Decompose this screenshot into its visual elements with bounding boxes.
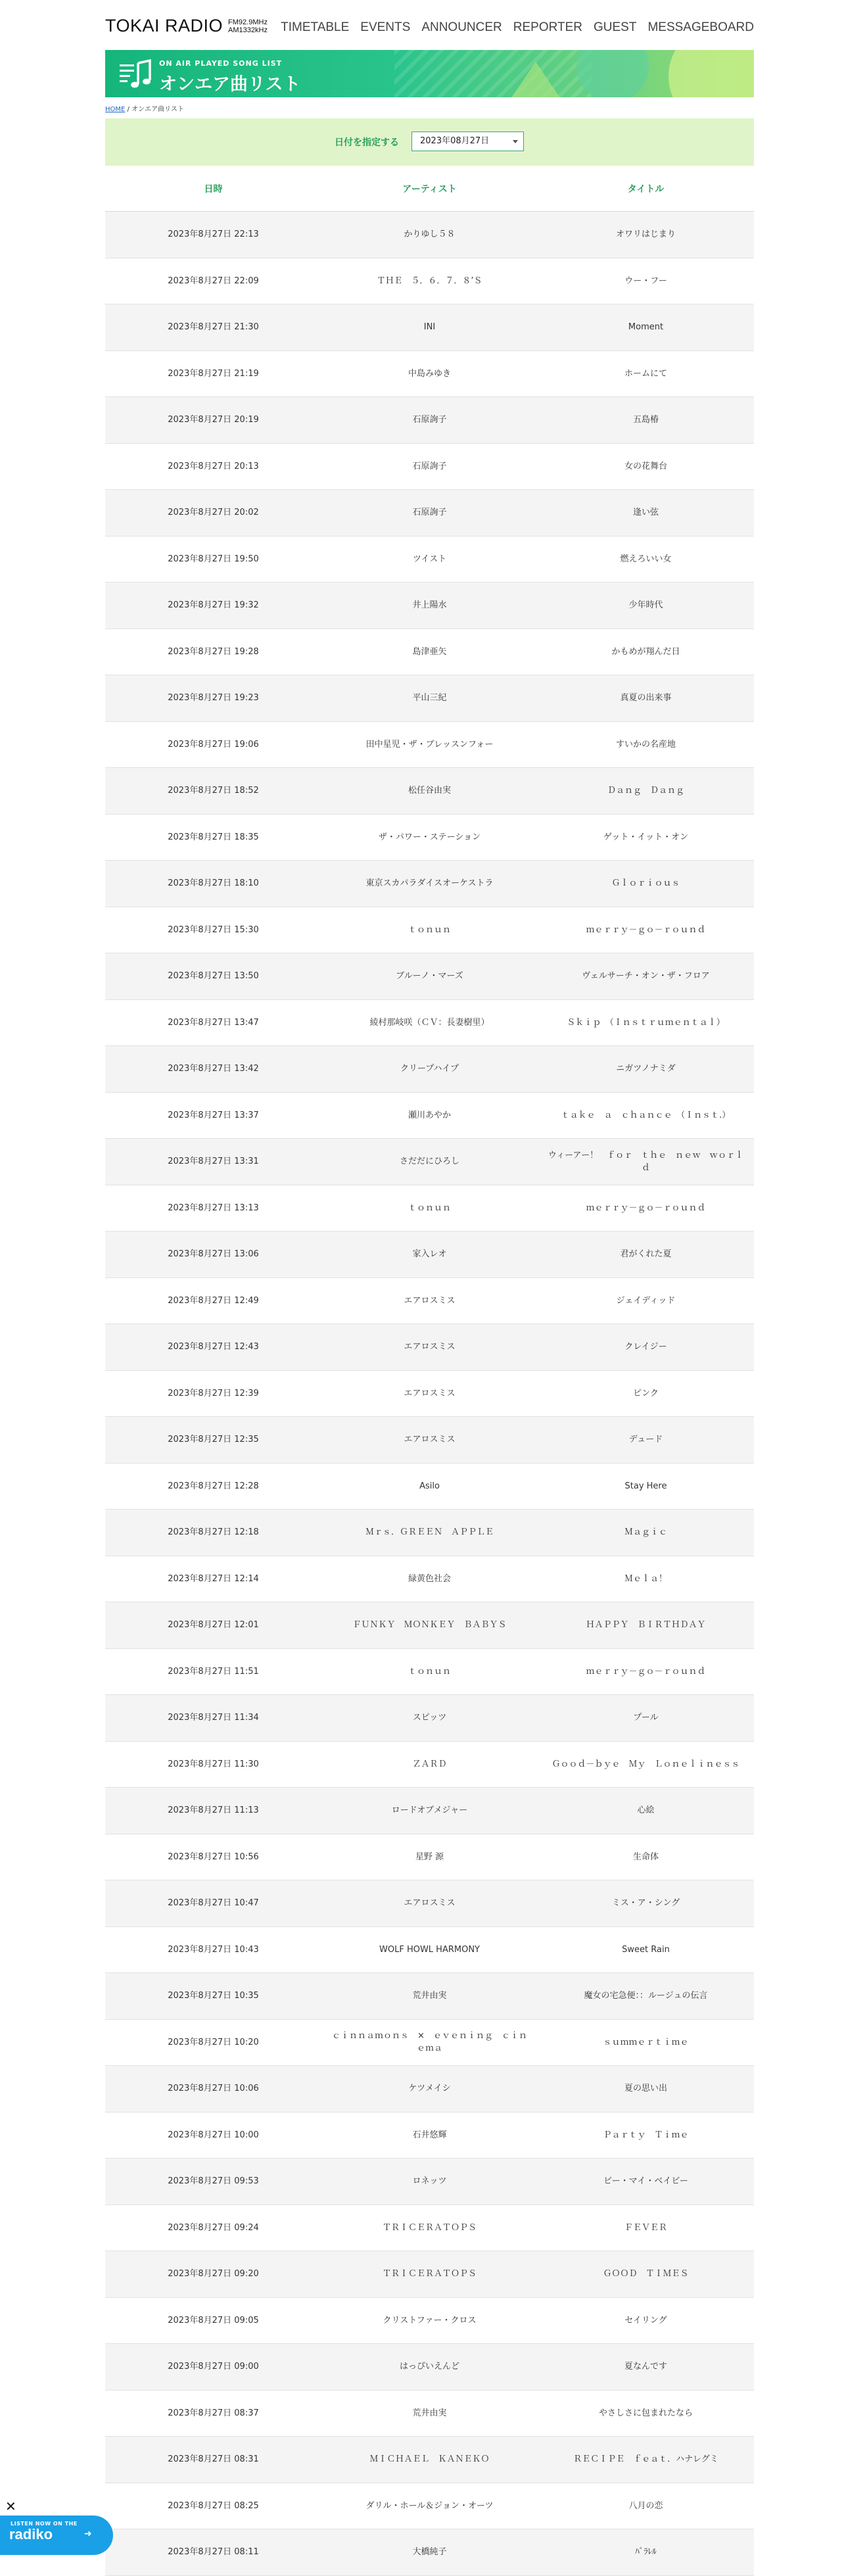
row-title: Ｓｋｉｐ （Ｉｎｓｔｒｕｍｅｎｔａｌ） bbox=[567, 1017, 725, 1028]
table-row bbox=[105, 1000, 754, 1047]
table-row bbox=[105, 722, 754, 769]
table-row bbox=[105, 2066, 754, 2112]
row-artist: 島津亜矢 bbox=[412, 646, 447, 657]
row-artist: ＺＡＲＤ bbox=[412, 1759, 447, 1769]
row-datetime: 2023年8月27日 08:25 bbox=[168, 2500, 259, 2511]
row-artist: Asilo bbox=[419, 1481, 440, 1491]
table-row bbox=[105, 815, 754, 861]
row-datetime: 2023年8月27日 10:56 bbox=[168, 1851, 259, 1862]
row-artist: ロードオブメジャー bbox=[391, 1805, 468, 1816]
site-logo[interactable] bbox=[105, 16, 268, 36]
row-title: ﾊﾟﾗﾚﾙ bbox=[635, 2547, 657, 2558]
header-artist: アーティスト bbox=[402, 183, 457, 195]
row-artist: WOLF HOWL HARMONY bbox=[379, 1944, 480, 1955]
row-datetime: 2023年8月27日 12:35 bbox=[168, 1435, 259, 1445]
row-title: セイリング bbox=[624, 2315, 667, 2326]
row-title: ｓｕｍｍｅｒｔｉｍｅ bbox=[603, 2037, 689, 2047]
row-datetime: 2023年8月27日 11:30 bbox=[168, 1759, 259, 1769]
row-datetime: 2023年8月27日 13:47 bbox=[168, 1017, 259, 1028]
row-datetime: 2023年8月27日 19:50 bbox=[168, 554, 259, 564]
row-title: Ｍｅｌａ！ bbox=[624, 1573, 667, 1584]
row-title: オワリはじまり bbox=[615, 229, 676, 240]
banner-triangle bbox=[508, 62, 563, 97]
row-title: ゲット・イット・オン bbox=[603, 832, 689, 842]
row-datetime: 2023年8月27日 12:28 bbox=[168, 1481, 259, 1491]
breadcrumb bbox=[105, 103, 184, 113]
row-datetime: 2023年8月27日 10:20 bbox=[168, 2037, 259, 2047]
row-title: プール bbox=[633, 1713, 659, 1723]
row-artist: ＴＲＩＣＥＲＡＴＯＰＳ bbox=[382, 2269, 477, 2279]
row-artist: 平山三紀 bbox=[412, 693, 447, 704]
table-row bbox=[105, 1278, 754, 1325]
row-title: すいかの名産地 bbox=[615, 739, 676, 750]
table-row bbox=[105, 1556, 754, 1603]
table-row bbox=[105, 444, 754, 490]
row-datetime: 2023年8月27日 12:14 bbox=[168, 1573, 259, 1584]
table-row bbox=[105, 768, 754, 815]
row-datetime: 2023年8月27日 13:31 bbox=[168, 1157, 259, 1167]
row-artist: 井上陽水 bbox=[412, 600, 447, 611]
row-title: ビー・マイ・ベイビー bbox=[603, 2176, 688, 2187]
banner-title: オンエア曲リスト bbox=[159, 74, 301, 95]
arrow-right-icon: ➜ bbox=[84, 2529, 92, 2539]
row-title: Ｇｌｏｒｉｏｕｓ bbox=[611, 878, 680, 889]
row-title: ホームにて bbox=[624, 368, 667, 379]
row-artist: エアロスミス bbox=[404, 1898, 456, 1909]
table-row bbox=[105, 629, 754, 676]
row-artist: ダリル・ホール＆ジョン・オーツ bbox=[365, 2500, 494, 2511]
table-row bbox=[105, 953, 754, 1000]
row-datetime: 2023年8月27日 20:13 bbox=[168, 461, 259, 471]
row-datetime: 2023年8月27日 19:06 bbox=[168, 739, 259, 750]
row-datetime: 2023年8月27日 08:31 bbox=[168, 2454, 259, 2465]
table-row bbox=[105, 2344, 754, 2391]
radiko-logo: radiko bbox=[9, 2526, 53, 2542]
table-row bbox=[105, 675, 754, 722]
row-artist: 荒井由実 bbox=[412, 1991, 447, 2001]
row-title: ＨＡＰＰＹ ＢＩＲＴＨＤＡＹ bbox=[586, 1620, 706, 1631]
row-artist: Ｍｒｓ．ＧＲＥＥＮ ＡＰＰＬＥ bbox=[365, 1527, 494, 1538]
row-title: ジェイディッド bbox=[616, 1295, 676, 1306]
row-datetime: 2023年8月27日 10:47 bbox=[168, 1898, 259, 1909]
row-datetime: 2023年8月27日 21:19 bbox=[168, 368, 259, 379]
table-row bbox=[105, 2020, 754, 2066]
row-datetime: 2023年8月27日 13:50 bbox=[168, 971, 259, 982]
date-filter-label: 日付を指定する bbox=[335, 137, 399, 148]
logo-frequency bbox=[228, 18, 268, 34]
row-artist: スピッツ bbox=[412, 1713, 447, 1723]
freq-fm: FM92.9MHz bbox=[228, 18, 268, 26]
row-artist: 石原詢子 bbox=[412, 415, 447, 425]
table-row bbox=[105, 1371, 754, 1418]
row-datetime: 2023年8月27日 18:35 bbox=[168, 832, 259, 842]
table-row bbox=[105, 907, 754, 954]
row-title: 君がくれた夏 bbox=[620, 1249, 672, 1260]
row-artist: 緑黄色社会 bbox=[408, 1573, 451, 1584]
row-title: ピンク bbox=[633, 1388, 659, 1398]
table-row bbox=[105, 1464, 754, 1510]
row-artist: ｔｏｎｕｎ bbox=[408, 1666, 451, 1677]
row-datetime: 2023年8月27日 19:32 bbox=[168, 600, 259, 611]
nav-reporter[interactable]: REPORTER bbox=[513, 20, 582, 34]
row-artist: はっぴいえんど bbox=[399, 2362, 459, 2372]
row-datetime: 2023年8月27日 12:01 bbox=[168, 1620, 259, 1631]
row-title: ｍｅｒｒｙ－ｇｏ－ｒｏｕｎｄ bbox=[586, 1666, 706, 1677]
table-row bbox=[105, 1417, 754, 1464]
table-row bbox=[105, 2112, 754, 2159]
table-row bbox=[105, 1093, 754, 1139]
radiko-top-text: LISTEN NOW ON THE bbox=[11, 2521, 78, 2527]
row-datetime: 2023年8月27日 12:39 bbox=[168, 1388, 259, 1398]
breadcrumb-separator: / bbox=[125, 106, 132, 113]
row-datetime: 2023年8月27日 13:37 bbox=[168, 1110, 259, 1120]
table-row bbox=[105, 1139, 754, 1185]
row-title: ｍｅｒｒｙ－ｇｏ－ｒｏｕｎｄ bbox=[586, 1203, 706, 1213]
row-title: 心絵 bbox=[637, 1805, 655, 1816]
header-title: タイトル bbox=[627, 183, 665, 195]
table-row bbox=[105, 212, 754, 258]
table-row bbox=[105, 2391, 754, 2437]
row-artist: 石原詢子 bbox=[412, 508, 447, 518]
row-title: ｔａｋｅ ａ ｃｈａｎｃｅ （Ｉｎｓｔ.） bbox=[561, 1110, 731, 1120]
row-datetime: 2023年8月27日 12:18 bbox=[168, 1527, 259, 1538]
table-row bbox=[105, 1510, 754, 1556]
table-header bbox=[105, 166, 754, 212]
table-row bbox=[105, 1046, 754, 1093]
row-datetime: 2023年8月27日 18:10 bbox=[168, 878, 259, 889]
row-artist: ＴＲＩＣＥＲＡＴＯＰＳ bbox=[382, 2222, 477, 2233]
nav-guest[interactable]: GUEST bbox=[594, 20, 637, 34]
table-row bbox=[105, 1880, 754, 1927]
row-artist: 荒井由実 bbox=[412, 2408, 447, 2418]
row-artist: ｔｏｎｕｎ bbox=[408, 924, 451, 935]
row-title: ウー・フー bbox=[624, 275, 667, 286]
table-row bbox=[105, 1649, 754, 1696]
row-artist: ザ・パワー・ステーション bbox=[378, 832, 481, 842]
music-note-icon bbox=[118, 58, 154, 91]
row-datetime: 2023年8月27日 12:49 bbox=[168, 1295, 259, 1306]
table-row bbox=[105, 1788, 754, 1834]
table-row bbox=[105, 1742, 754, 1788]
row-datetime: 2023年8月27日 22:13 bbox=[168, 229, 259, 240]
row-title: 燃えろいい女 bbox=[620, 554, 672, 564]
row-datetime: 2023年8月27日 09:24 bbox=[168, 2222, 259, 2233]
table-row bbox=[105, 490, 754, 537]
nav-timetable[interactable]: TIMETABLE bbox=[281, 20, 350, 34]
row-title: Moment bbox=[628, 322, 664, 333]
date-select[interactable] bbox=[411, 131, 524, 151]
row-artist: クリストファー・クロス bbox=[383, 2315, 477, 2326]
row-datetime: 2023年8月27日 09:05 bbox=[168, 2315, 259, 2326]
row-title: ヴェルサーチ・オン・ザ・フロア bbox=[582, 971, 710, 982]
row-title: クレイジー bbox=[624, 1342, 667, 1352]
row-datetime: 2023年8月27日 20:19 bbox=[168, 415, 259, 425]
row-title: 五島椿 bbox=[632, 415, 659, 425]
logo-text: TOKAI RADIO bbox=[105, 16, 223, 36]
row-title: ＲＥＣＩＰＥ ｆｅａｔ．ハナレグミ bbox=[573, 2454, 718, 2465]
row-artist: 中島みゆき bbox=[408, 368, 451, 379]
row-datetime: 2023年8月27日 09:53 bbox=[168, 2176, 259, 2187]
row-datetime: 2023年8月27日 21:30 bbox=[168, 322, 259, 333]
row-datetime: 2023年8月27日 11:34 bbox=[168, 1713, 259, 1723]
row-artist: ＭＩＣＨＡＥＬ ＫＡＮＥＫＯ bbox=[369, 2454, 490, 2465]
row-datetime: 2023年8月27日 13:13 bbox=[168, 1203, 259, 1213]
table-row bbox=[105, 258, 754, 305]
row-artist: ｔｏｎｕｎ bbox=[408, 1203, 451, 1213]
table-row bbox=[105, 1973, 754, 2020]
row-title: Ｐａｒｔｙ Ｔｉｍｅ bbox=[603, 2130, 689, 2140]
row-datetime: 2023年8月27日 11:13 bbox=[168, 1805, 259, 1816]
row-artist: 瀬川あやか bbox=[408, 1110, 451, 1120]
row-datetime: 2023年8月27日 09:20 bbox=[168, 2269, 259, 2279]
row-artist: ツイスト bbox=[412, 554, 447, 564]
row-artist: 石原詢子 bbox=[412, 461, 447, 471]
row-datetime: 2023年8月27日 19:28 bbox=[168, 646, 259, 657]
table-row bbox=[105, 2159, 754, 2205]
row-title: ニガツノナミダ bbox=[616, 1064, 676, 1074]
row-datetime: 2023年8月27日 18:52 bbox=[168, 786, 259, 796]
row-title: Sweet Rain bbox=[622, 1944, 670, 1955]
row-artist: クリープハイプ bbox=[400, 1064, 459, 1074]
table-row bbox=[105, 1602, 754, 1649]
row-title: やさしさに包まれたなら bbox=[598, 2408, 693, 2418]
table-row bbox=[105, 2205, 754, 2252]
row-title: 魔女の宅急便：：ルージュの伝言 bbox=[584, 1991, 708, 2001]
table-row bbox=[105, 2298, 754, 2345]
row-title: ＦＥＶＥＲ bbox=[624, 2222, 667, 2233]
row-title: 女の花舞台 bbox=[624, 461, 667, 471]
page-banner bbox=[105, 50, 754, 97]
row-title: 逢い弦 bbox=[632, 508, 659, 518]
row-title: 真夏の出来事 bbox=[620, 693, 672, 704]
row-title: ｍｅｒｒｙ－ｇｏ－ｒｏｕｎｄ bbox=[586, 924, 706, 935]
row-artist: 家入レオ bbox=[412, 1249, 447, 1260]
row-datetime: 2023年8月27日 13:42 bbox=[168, 1064, 259, 1074]
breadcrumb-current: オンエア曲リスト bbox=[131, 106, 184, 113]
row-artist: 田中星児・ザ・ブレッスンフォー bbox=[365, 739, 494, 750]
radiko-banner[interactable] bbox=[0, 2516, 113, 2555]
row-title: Stay Here bbox=[624, 1481, 667, 1491]
global-nav bbox=[270, 20, 754, 35]
table-row bbox=[105, 537, 754, 583]
row-artist: 松任谷由実 bbox=[408, 786, 451, 796]
table-row bbox=[105, 1185, 754, 1232]
row-artist: 石井悠輝 bbox=[412, 2130, 447, 2140]
row-artist: ＦＵＮＫＹ ＭＯＮＫＥＹ ＢＡＢＹＳ bbox=[352, 1620, 507, 1631]
row-artist: エアロスミス bbox=[404, 1342, 456, 1352]
banner-subtitle: ON AIR PLAYED SONG LIST bbox=[159, 59, 283, 68]
row-datetime: 2023年8月27日 08:11 bbox=[168, 2547, 259, 2558]
row-artist: エアロスミス bbox=[404, 1388, 456, 1398]
nav-events[interactable]: EVENTS bbox=[360, 20, 411, 34]
table-row bbox=[105, 1231, 754, 1278]
header-datetime: 日時 bbox=[204, 183, 223, 195]
table-row bbox=[105, 1324, 754, 1371]
row-title: ウィーアー！ ｆｏｒ ｔｈｅ ｎｅｗ ｗｏｒｌｄ bbox=[548, 1150, 744, 1173]
table-row bbox=[105, 583, 754, 629]
close-icon[interactable]: ✕ bbox=[5, 2498, 16, 2514]
nav-announcer[interactable]: ANNOUNCER bbox=[421, 20, 502, 34]
row-artist: 星野 源 bbox=[415, 1851, 444, 1862]
page-wrapper bbox=[105, 0, 754, 2558]
row-title: 少年時代 bbox=[628, 600, 663, 611]
row-datetime: 2023年8月27日 12:43 bbox=[168, 1342, 259, 1352]
row-artist: INI bbox=[423, 322, 436, 333]
freq-am: AM1332kHz bbox=[228, 26, 268, 34]
row-artist: ケツメイシ bbox=[408, 2084, 451, 2094]
row-artist: かりゆし５８ bbox=[404, 229, 456, 240]
row-title: 生命体 bbox=[632, 1851, 659, 1862]
row-artist: ＴＨＥ ５．６．７．８’Ｓ bbox=[377, 275, 482, 286]
row-datetime: 2023年8月27日 13:06 bbox=[168, 1249, 259, 1260]
table-row bbox=[105, 861, 754, 907]
song-list-table bbox=[105, 166, 754, 2576]
row-datetime: 2023年8月27日 15:30 bbox=[168, 924, 259, 935]
banner-circle-small bbox=[576, 50, 649, 97]
nav-messageboard[interactable]: MESSAGEBOARD bbox=[647, 20, 754, 34]
row-title: かもめが翔んだ日 bbox=[611, 646, 680, 657]
row-title: 夏なんです bbox=[624, 2362, 667, 2372]
date-select-value: 2023年08月27日 bbox=[420, 136, 490, 146]
table-row bbox=[105, 304, 754, 351]
table-row bbox=[105, 1695, 754, 1742]
row-datetime: 2023年8月27日 20:02 bbox=[168, 508, 259, 518]
row-datetime: 2023年8月27日 10:06 bbox=[168, 2084, 259, 2094]
row-title: 夏の思い出 bbox=[624, 2084, 667, 2094]
table-row bbox=[105, 2251, 754, 2298]
table-row bbox=[105, 2529, 754, 2576]
row-title: 八月の恋 bbox=[628, 2500, 663, 2511]
row-title: Ｇｏｏｄ－ｂｙｅ Ｍｙ Ｌｏｎｅｌｉｎｅｓｓ bbox=[551, 1759, 740, 1769]
row-datetime: 2023年8月27日 11:51 bbox=[168, 1666, 259, 1677]
row-title: Ｍａｇｉｃ bbox=[624, 1527, 667, 1538]
row-title: ＧＯＯＤ ＴＩＭＥＳ bbox=[603, 2269, 689, 2279]
row-datetime: 2023年8月27日 19:23 bbox=[168, 693, 259, 704]
banner-circle-large bbox=[668, 50, 754, 97]
breadcrumb-home[interactable]: HOME bbox=[105, 106, 126, 113]
table-row bbox=[105, 351, 754, 398]
row-artist: 綾村那岐咲（ＣＶ：長妻樹里） bbox=[369, 1017, 490, 1028]
row-artist: ロネッツ bbox=[412, 2176, 447, 2187]
row-datetime: 2023年8月27日 09:00 bbox=[168, 2362, 259, 2372]
row-datetime: 2023年8月27日 22:09 bbox=[168, 275, 259, 286]
table-row bbox=[105, 2437, 754, 2483]
row-title: ミス・ア・シング bbox=[611, 1898, 680, 1909]
table-row bbox=[105, 2483, 754, 2530]
row-artist: 東京スカパラダイスオーケストラ bbox=[365, 878, 494, 889]
row-datetime: 2023年8月27日 10:35 bbox=[168, 1991, 259, 2001]
site-header bbox=[105, 0, 754, 50]
chevron-down-icon bbox=[513, 140, 518, 143]
row-artist: ｃｉｎｎａｍｏｎｓ × ｅｖｅｎｉｎｇ ｃｉｎｅｍａ bbox=[332, 2031, 527, 2054]
row-datetime: 2023年8月27日 10:43 bbox=[168, 1944, 259, 1955]
table-body bbox=[105, 212, 754, 2576]
row-artist: エアロスミス bbox=[404, 1435, 456, 1445]
table-row bbox=[105, 1927, 754, 1974]
row-datetime: 2023年8月27日 10:00 bbox=[168, 2130, 259, 2140]
table-row bbox=[105, 1834, 754, 1881]
row-title: Ｄａｎｇ Ｄａｎｇ bbox=[607, 786, 684, 796]
date-filter-bar bbox=[105, 118, 754, 166]
row-title: デュード bbox=[628, 1435, 663, 1445]
row-artist: エアロスミス bbox=[404, 1295, 456, 1306]
row-artist: 大橋純子 bbox=[412, 2547, 447, 2558]
row-artist: ブルーノ・マーズ bbox=[396, 971, 463, 982]
table-row bbox=[105, 397, 754, 444]
row-datetime: 2023年8月27日 08:37 bbox=[168, 2408, 259, 2418]
row-artist: さだだにひろし bbox=[399, 1157, 459, 1167]
